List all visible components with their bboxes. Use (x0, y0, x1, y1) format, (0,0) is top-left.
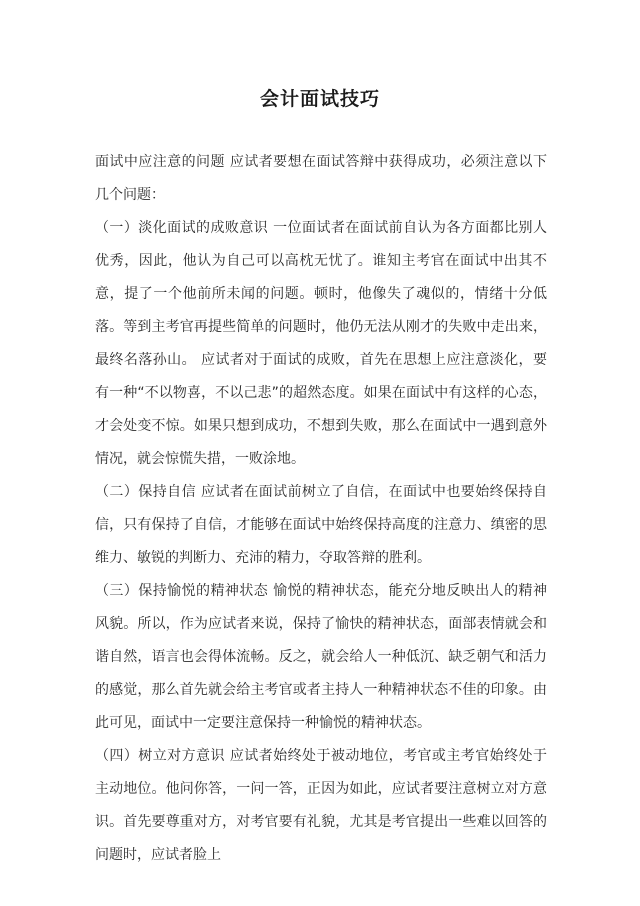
paragraph-section-2: （二）保持自信 应试者在面试前树立了自信，在面试中也要始终保持自信，只有保持了自信，才能够在面试中始终保持高度的注意力、缜密的思维力、敏锐的判断力、充沛的精力，夺取答辩的胜利。 (95, 484, 547, 566)
document-body (95, 146, 547, 872)
paragraph-section-1: （一）淡化面试的成败意识 一位面试者在面试前自认为各方面都比别人优秀，因此，他认为自己可以高枕无忧了。谁知主考官在面试中出其不意，提了一个他前所未闻的问题。顿时，他像失了魂似的，情绪十分低落。等到主考官再提些简单的问题时，他仍无法从刚才的失败中走出来，最终名落孙山。 应试者对于面试的成败，首先在思想上应注意淡化，要有一种“不以物喜，不以己悲”的超然态度。如果在面试中有这样的心态，才会处变不惊。如果只想到成功，不想到失败，那么在面试中一遇到意外情况，就会惊慌失措，一败涂地。 (95, 220, 547, 467)
document-title: 会计面试技巧 (259, 88, 380, 110)
paragraph-section-3: （三）保持愉悦的精神状态 愉悦的精神状态，能充分地反映出人的精神风貌。所以，作为应试者来说，保持了愉快的精神状态，面部表情就会和谐自然，语言也会得体流畅。反之，就会给人一种低沉、缺乏朝气和活力的感觉，那么首先就会给主考官或者主持人一种精神状态不佳的印象。由此可见，面试中一定要注意保持一种愉悦的精神状态。 (95, 583, 547, 731)
paragraph-intro: 面试中应注意的问题 应试者要想在面试答辩中获得成功，必须注意以下几个问题： (95, 154, 547, 203)
paragraph-section-4: （四）树立对方意识 应试者始终处于被动地位，考官或主考官始终处于主动地位。他问你答，一问一答，正因为如此，应试者要注意树立对方意识。首先要尊重对方，对考官要有礼貌，尤其是考官提出一些难以回答的问题时，应试者脸上 (95, 748, 547, 863)
